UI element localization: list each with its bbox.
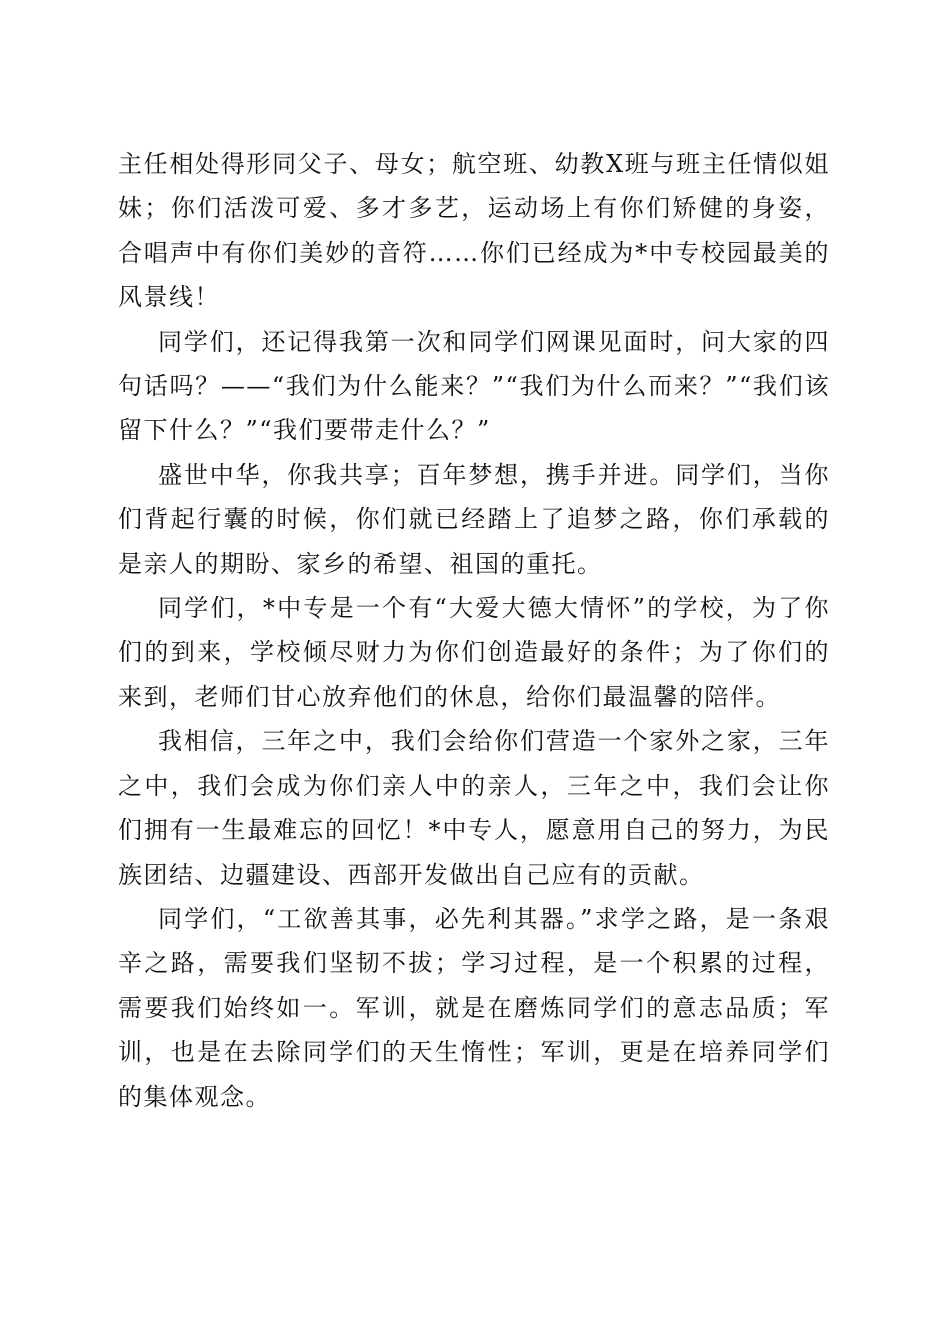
- document-body: [118, 142, 830, 1119]
- paragraph-school-care: 同学们，*中专是一个有“大爱大德大情怀”的学校，为了你们的到来，学校倾尽财力为你们创造最好的条件；为了你们的来到，老师们甘心放弃他们的休息，给你们最温馨的陪伴。: [118, 594, 830, 711]
- paragraph-dream-journey: 盛世中华，你我共享；百年梦想，携手并进。同学们，当你们背起行囊的时候，你们就已经踏上了追梦之路，你们承载的是亲人的期盼、家乡的希望、祖国的重托。: [118, 460, 830, 578]
- paragraph-military-training: 同学们，“工欲善其事，必先利其器。”求学之路，是一条艰辛之路，需要我们坚韧不拔；学习过程，是一个积累的过程，需要我们始终如一。军训，就是在磨炼同学们的意志品质；军训，也是在去除同学们的天生惰性；军训，更是在培养同学们的集体观念。: [118, 904, 830, 1111]
- paragraph-continuation: 主任相处得形同父子、母女；航空班、幼教X班与班主任情似姐妹；你们活泼可爱、多才多艺，运动场上有你们矫健的身姿，合唱声中有你们美妙的音符……你们已经成为*中专校园最美的风景线！: [118, 150, 830, 312]
- paragraph-three-years: 我相信，三年之中，我们会给你们营造一个家外之家，三年之中，我们会成为你们亲人中的亲人，三年之中，我们会让你们拥有一生最难忘的回忆！*中专人，愿意用自己的努力，为民族团结、边疆建设、西部开发做出自己应有的贡献。: [118, 727, 830, 889]
- paragraph-four-questions: 同学们，还记得我第一次和同学们网课见面时，问大家的四句话吗？——“我们为什么能来？”“我们为什么而来？”“我们该留下什么？”“我们要带走什么？”: [118, 327, 830, 445]
